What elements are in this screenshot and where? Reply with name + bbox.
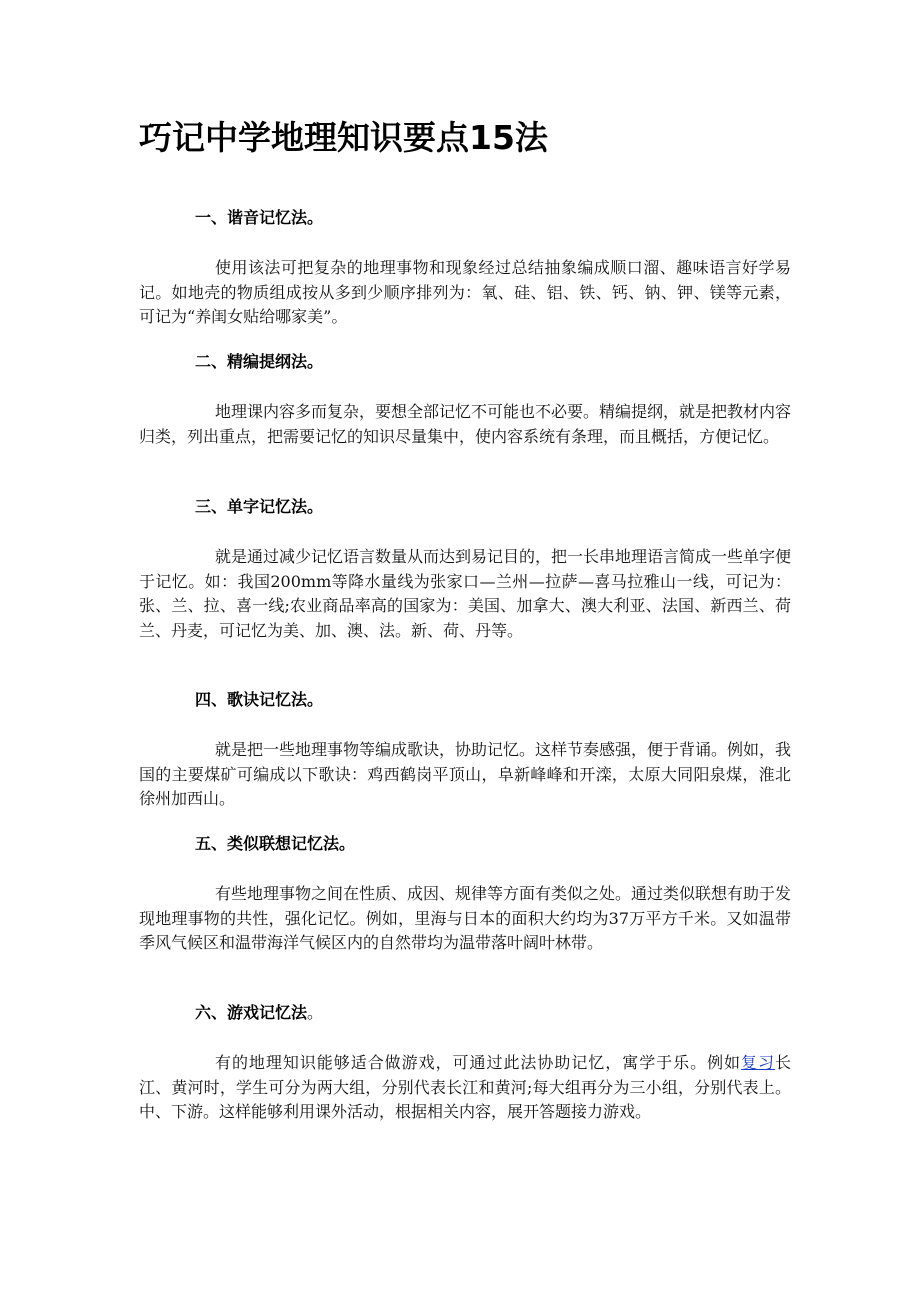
section-heading: 二、精编提纲法。	[195, 352, 324, 371]
section-body: 使用该法可把复杂的地理事物和现象经过总结抽象编成顺口溜、趣味语言好学易记。如地壳的物质组成按从多到少顺序排列为：氧、硅、铝、铁、钙、钠、钾、镁等元素，可记为“养闺女贴给哪家美”。	[139, 258, 791, 326]
section-body: 地理课内容多而复杂，要想全部记忆不可能也不必要。精编提纲，就是把教材内容归类，列出重点，把需要记忆的知识尽量集中，使内容系统有条理，而且概括，方便记忆。	[139, 402, 792, 446]
section-homophone	[139, 206, 791, 330]
section-body: 有些地理事物之间在性质、成因、规律等方面有类似之处。通过类似联想有助于发现地理事物的共性，强化记忆。例如，里海与日本的面积大约均为37万平方千米。又如温带季风气候区和温带海洋气候区内的自然带均为温带落叶阔叶林带。	[139, 884, 792, 952]
section-game	[139, 1001, 791, 1125]
section-body: 就是通过减少记忆语言数量从而达到易记目的，把一长串地理语言简成一些单字便于记忆。如：我国200mm等降水量线为张家口—兰州—拉萨—喜马拉雅山一线，可记为：张、兰、拉、喜一线;农业商品率高的国家为：美国、加拿大、澳大利亚、法国、新西兰、荷兰、丹麦，可记忆为美、加、澳、法。新、荷、丹等。	[139, 547, 792, 640]
section-heading: 五、类似联想记忆法。	[195, 834, 356, 853]
section-body-after: 长江、黄河时，学生可分为两大组，分别代表长江和黄河;每大组再分为三小组，分别代表上。中、下游。这样能够利用课外活动，根据相关内容，展开答题接力游戏。	[139, 1053, 791, 1121]
section-body	[139, 1051, 791, 1125]
section-heading: 三、单字记忆法。	[195, 497, 324, 516]
review-link[interactable]: 复习	[741, 1053, 775, 1072]
section-heading-tail: 。	[307, 1003, 324, 1022]
section-heading	[139, 1001, 791, 1025]
section-outline	[139, 350, 791, 449]
page-title: 巧记中学地理知识要点15法	[139, 118, 548, 157]
section-single-char	[139, 495, 791, 643]
section-rhyme	[139, 688, 791, 812]
section-heading: 四、歌诀记忆法。	[195, 690, 324, 709]
section-analogy	[139, 832, 791, 956]
section-heading: 一、谐音记忆法。	[195, 208, 324, 227]
section-body-before: 有的地理知识能够适合做游戏，可通过此法协助记忆，寓学于乐。例如	[215, 1053, 742, 1072]
section-heading-main: 六、游戏记忆法	[195, 1003, 308, 1022]
section-body: 就是把一些地理事物等编成歌诀，协助记忆。这样节奏感强，便于背诵。例如，我国的主要煤矿可编成以下歌诀：鸡西鹤岗平顶山，阜新峰峰和开滦，太原大同阳泉煤，淮北徐州加西山。	[139, 740, 792, 808]
